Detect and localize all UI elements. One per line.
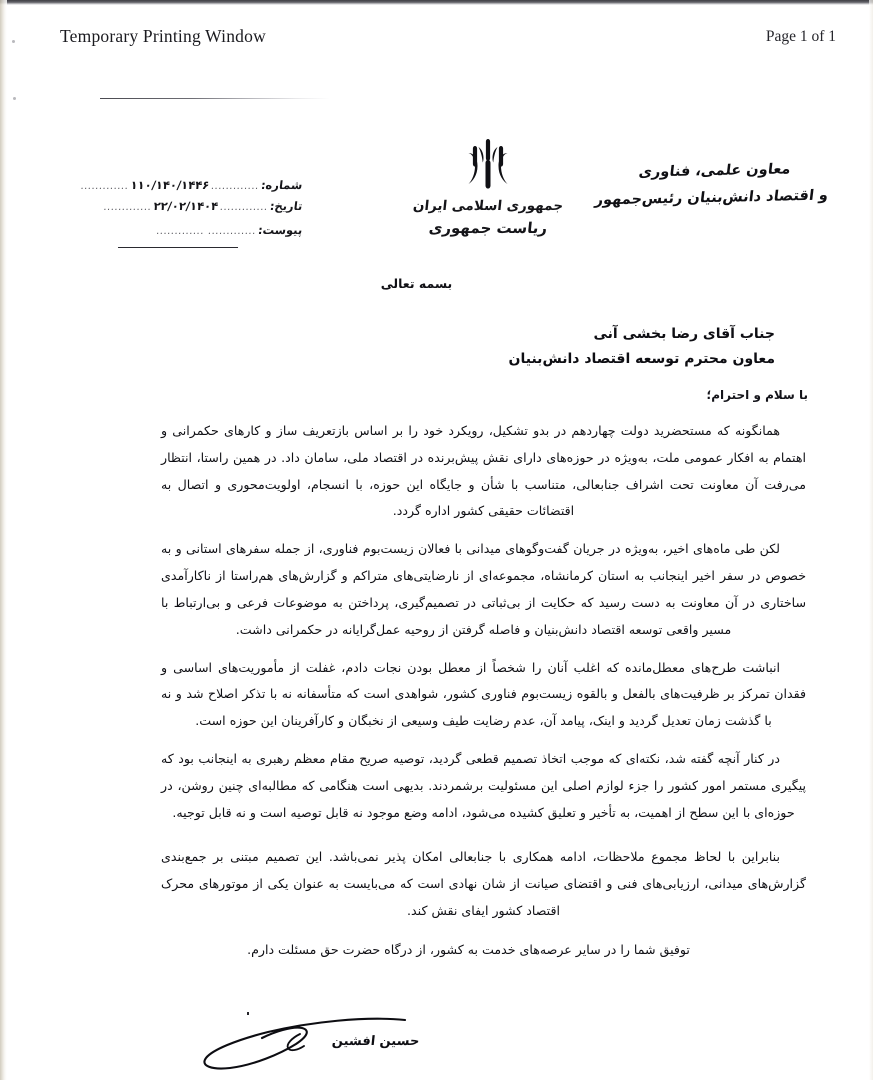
reference-underline — [118, 247, 238, 248]
reference-date-value: ۲۲/۰۲/۱۴۰۴ — [152, 199, 219, 213]
office-title-line-1: معاون علمی، فناوری — [637, 161, 792, 181]
office-title — [574, 155, 851, 214]
signatory-name: حسین افشین — [331, 1034, 421, 1049]
dot-leader: ............. — [79, 181, 130, 192]
dot-leader: ............. — [155, 226, 205, 237]
addressee-name: جناب آقای رضا بخشی آنی — [593, 326, 775, 342]
print-preview-header — [0, 26, 873, 56]
reference-number-label: شماره: — [260, 178, 304, 192]
body-paragraph: همانگونه که مستحضرید دولت چهاردهم در بدو تشکیل، رویکرد خود را بر اساس بازتعریف ساز و کارهای حکمرانی و اهتمام به افکار عمومی ملت، به‌ویژه در حوزه‌های دارای نقش پیش‌برنده در اقتصاد ملی، سامان داد. در همین راستا، انتظار می‌رفت آن معاونت تحت اشراف جنابعالی، متناسب با شأن و جایگاه این حوزه، با انسجام، اولویت‌محوری و اتصال به اقتضائات حقیقی کشور اداره گردد. — [161, 423, 806, 519]
reference-number-row — [79, 178, 304, 199]
office-title-line-2: و اقتصاد دانش‌بنیان رئیس‌جمهور — [593, 187, 830, 209]
dot-leader: ............. — [210, 181, 260, 192]
basmala: بسمه تعالی — [380, 276, 453, 291]
dot-leader: ............. — [219, 202, 269, 213]
body-paragraph: بنابراین با لحاظ مجموع ملاحظات، ادامه همکاری با جنابعالی امکان پذیر نمی‌باشد. این تصمیم مبتنی بر جمع‌بندی گزارش‌های میدانی، ارزیابی‌های فنی و اقتضای صیانت از شان نهادی است که می‌بایست به عنوان یکی از موتورهای محرک اقتصاد کشور ایفای نقش کند. — [161, 849, 806, 918]
page-indicator: Page 1 of 1 — [765, 28, 836, 45]
body-paragraph: لکن طی ماه‌های اخیر، به‌ویژه در جریان گفت‌وگوهای میدانی با فعالان زیست‌بوم فناوری، از جمله سفرهای استانی و به خصوص در سفر اخیر اینجانب به استان کرمانشاه، مجموعه‌ای از نارضایتی‌های متراکم و گزارش‌های هم‌راستا از ناکارآمدی ساختاری در آن معاونت به دست رسید که حکایت از بی‌ثباتی در تصمیم‌گیری، پرداختن به موضوعات فرعی و بی‌ارتباط با مسیر واقعی توسعه اقتصاد دانش‌بنیان و فاصله گرفتن از روحیه عمل‌گرایانه در حکمرانی داشت. — [161, 541, 806, 637]
window-title: Temporary Printing Window — [60, 26, 266, 46]
reference-block — [79, 178, 304, 244]
reference-attachment-row — [111, 223, 304, 244]
letter-body — [161, 418, 806, 975]
scan-artifact-dot — [13, 97, 16, 100]
addressee-block — [355, 322, 775, 371]
dot-leader: ............. — [102, 202, 153, 213]
letterhead — [0, 130, 873, 280]
signature-dot — [247, 1012, 249, 1015]
reference-date-row — [102, 199, 304, 220]
iran-emblem-icon — [463, 138, 513, 190]
reference-date-label: تاریخ: — [269, 199, 304, 213]
dot-leader: ............. — [207, 226, 257, 237]
body-paragraph: انباشت طرح‌های معطل‌مانده که اغلب آنان را شخصاً از معطل بودن نجات دادم، غفلت از مأموریت‌های اساسی و فقدان تمرکز بر ظرفیت‌های بالفعل و بالقوه زیست‌بوم فناوری کشور، شواهدی است که متأسفانه نه با تذکر اصلاح شد و نه با گذشت زمان تعدیل گردید و اینک، پیامد آن، عدم رضایت طیف وسیعی از نخبگان و کارآفرینان این حوزه است. — [161, 659, 806, 729]
closing-paragraph: توفیق شما را در سایر عرصه‌های خدمت به کشور، از درگاه حضرت حق مسئلت دارم. — [247, 941, 690, 957]
handwritten-signature-icon — [150, 1006, 470, 1076]
republic-identity-block — [398, 138, 578, 240]
signature-area — [150, 1006, 470, 1076]
scan-top-band — [0, 0, 873, 5]
salutation: با سلام و احترام؛ — [706, 388, 808, 402]
republic-name: جمهوری اسلامی ایران — [412, 198, 564, 214]
reference-number-value: ۱۱۰/۱۴۰/۱۴۴۶ — [129, 178, 211, 192]
addressee-title: معاون محترم توسعه اقتصاد دانش‌بنیان — [508, 350, 775, 367]
presidency-name: ریاست جمهوری — [427, 218, 549, 237]
body-paragraph: در کنار آنچه گفته شد، نکته‌ای که موجب اتخاذ تصمیم قطعی گردید، توصیه صریح مقام معظم رهبری به اینجانب بود که پیگیری مستمر امور کشور را جزء لوازم اصلی این مسئولیت برشمردند. بدیهی است هنگامی که مطالبه‌ای چنین روشن، در حوزه‌ای با این سطح از اهمیت، به تأخیر و تعلیق کشیده می‌شود، ادامه وضع موجود نه قابل توصیه است و نه قابل توجیه. — [161, 750, 806, 820]
header-divider — [100, 98, 330, 99]
reference-attachment-label: پیوست: — [257, 223, 304, 237]
